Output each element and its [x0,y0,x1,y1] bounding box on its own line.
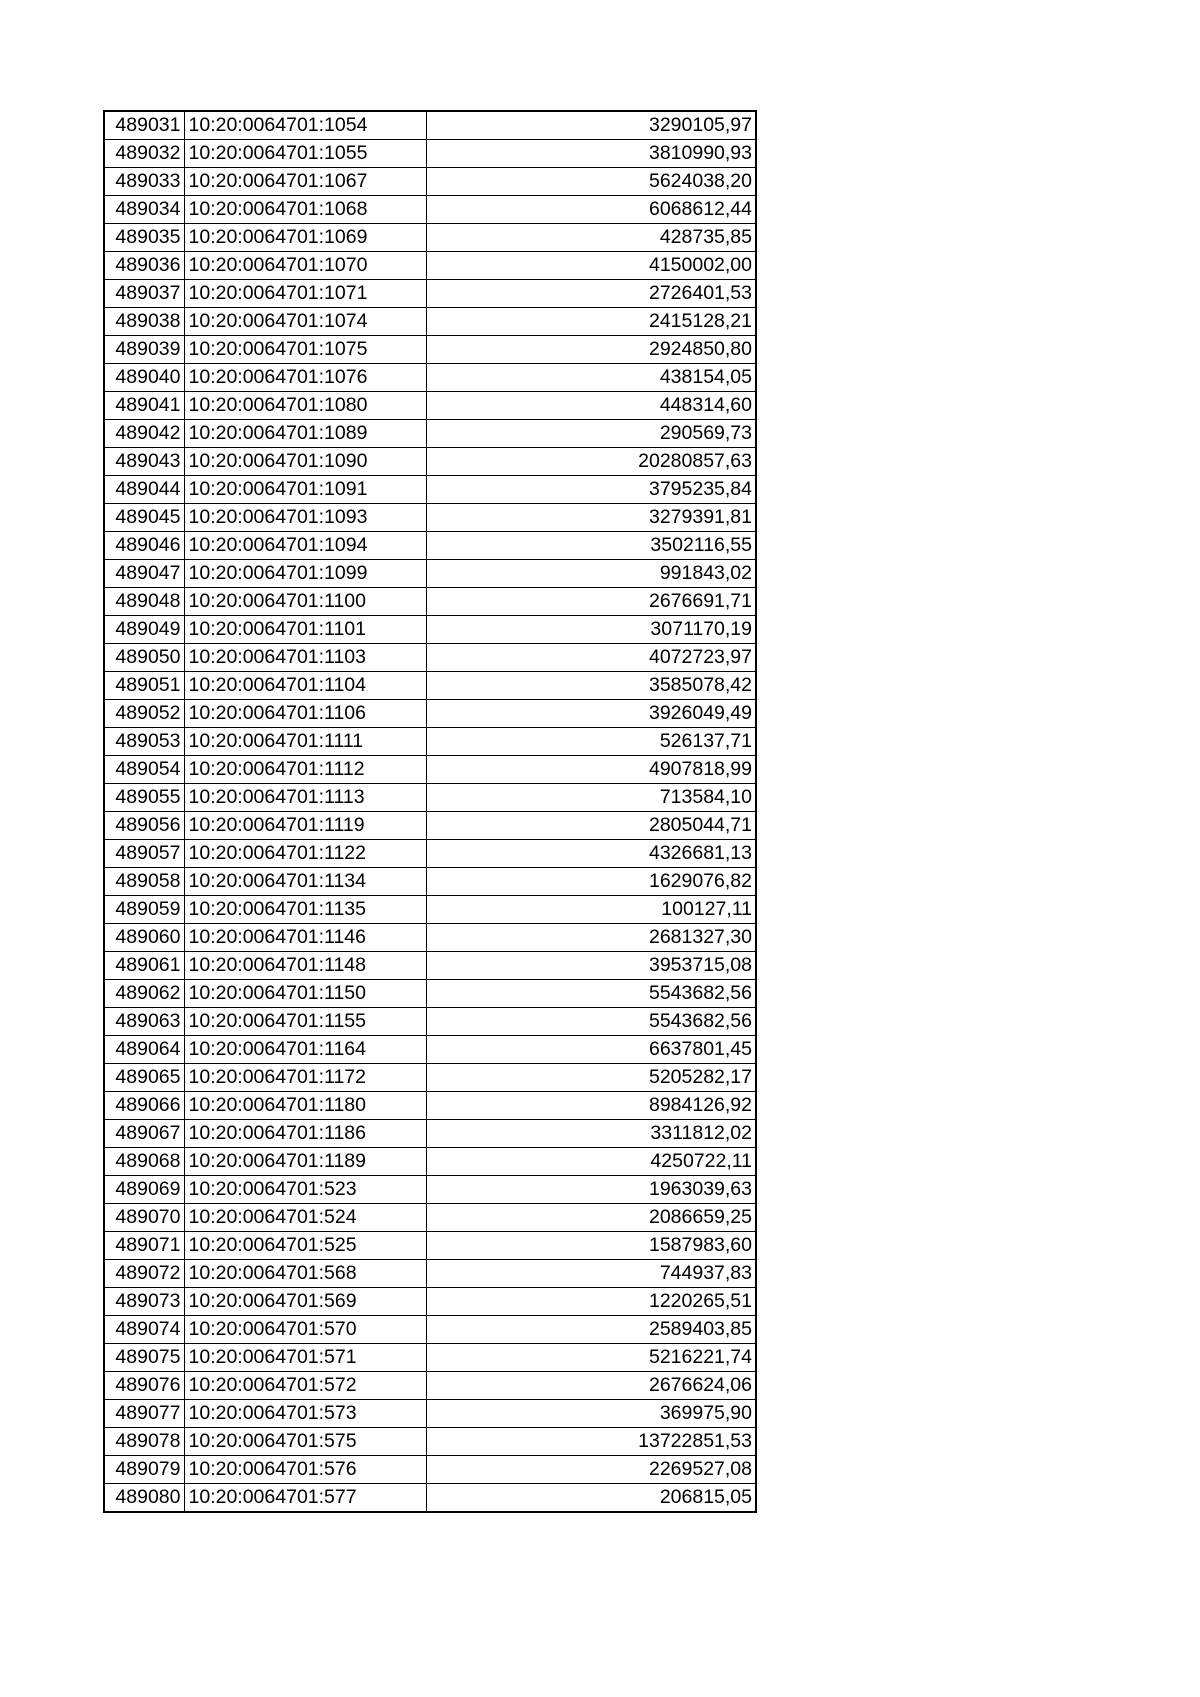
table-row [104,784,756,812]
row-number-cell: 489044 [104,476,184,504]
table-row [104,672,756,700]
table-row [104,560,756,588]
table-row [104,1288,756,1316]
cadastral-value-cell: 2676691,71 [426,588,756,616]
table-row [104,1400,756,1428]
table-row [104,1092,756,1120]
cadastral-number-cell: 10:20:0064701:573 [184,1400,426,1428]
cadastral-value-cell: 3311812,02 [426,1120,756,1148]
row-number-cell: 489069 [104,1176,184,1204]
cadastral-number-cell: 10:20:0064701:523 [184,1176,426,1204]
table-row [104,140,756,168]
cadastral-number-cell: 10:20:0064701:1100 [184,588,426,616]
row-number-cell: 489043 [104,448,184,476]
cadastral-value-cell: 5205282,17 [426,1064,756,1092]
cadastral-number-cell: 10:20:0064701:1068 [184,196,426,224]
row-number-cell: 489062 [104,980,184,1008]
cadastral-number-cell: 10:20:0064701:1099 [184,560,426,588]
cadastral-value-cell: 3502116,55 [426,532,756,560]
row-number-cell: 489079 [104,1456,184,1484]
cadastral-value-cell: 13722851,53 [426,1428,756,1456]
table-row [104,168,756,196]
cadastral-value-cell: 5543682,56 [426,980,756,1008]
row-number-cell: 489052 [104,700,184,728]
cadastral-value-cell: 4326681,13 [426,840,756,868]
cadastral-value-cell: 526137,71 [426,728,756,756]
cadastral-number-cell: 10:20:0064701:1091 [184,476,426,504]
row-number-cell: 489054 [104,756,184,784]
cadastral-number-cell: 10:20:0064701:1054 [184,111,426,140]
table-row [104,280,756,308]
row-number-cell: 489063 [104,1008,184,1036]
row-number-cell: 489074 [104,1316,184,1344]
row-number-cell: 489068 [104,1148,184,1176]
table-row [104,1176,756,1204]
cadastral-value-cell: 100127,11 [426,896,756,924]
cadastral-value-cell: 2676624,06 [426,1372,756,1400]
row-number-cell: 489036 [104,252,184,280]
cadastral-value-cell: 1220265,51 [426,1288,756,1316]
row-number-cell: 489041 [104,392,184,420]
cadastral-value-cell: 4250722,11 [426,1148,756,1176]
cadastral-value-cell: 2415128,21 [426,308,756,336]
cadastral-value-cell: 1963039,63 [426,1176,756,1204]
cadastral-number-cell: 10:20:0064701:524 [184,1204,426,1232]
table-row [104,588,756,616]
cadastral-number-cell: 10:20:0064701:1186 [184,1120,426,1148]
cadastral-value-cell: 4907818,99 [426,756,756,784]
table-row [104,364,756,392]
table-row [104,1120,756,1148]
row-number-cell: 489031 [104,111,184,140]
cadastral-number-cell: 10:20:0064701:1093 [184,504,426,532]
table-row [104,728,756,756]
table-row [104,308,756,336]
cadastral-number-cell: 10:20:0064701:1113 [184,784,426,812]
row-number-cell: 489078 [104,1428,184,1456]
cadastral-number-cell: 10:20:0064701:1146 [184,924,426,952]
cadastral-number-cell: 10:20:0064701:568 [184,1260,426,1288]
row-number-cell: 489033 [104,168,184,196]
row-number-cell: 489046 [104,532,184,560]
table-row [104,1036,756,1064]
table-row [104,896,756,924]
table-row [104,1232,756,1260]
row-number-cell: 489055 [104,784,184,812]
table-row [104,1204,756,1232]
cadastral-number-cell: 10:20:0064701:1101 [184,616,426,644]
cadastral-number-cell: 10:20:0064701:1164 [184,1036,426,1064]
row-number-cell: 489032 [104,140,184,168]
cadastral-number-cell: 10:20:0064701:575 [184,1428,426,1456]
table-row [104,1008,756,1036]
cadastral-number-cell: 10:20:0064701:1106 [184,700,426,728]
cadastral-number-cell: 10:20:0064701:1103 [184,644,426,672]
cadastral-number-cell: 10:20:0064701:1070 [184,252,426,280]
cadastral-value-cell: 991843,02 [426,560,756,588]
row-number-cell: 489053 [104,728,184,756]
table-row [104,196,756,224]
cadastral-value-cell: 5216221,74 [426,1344,756,1372]
cadastral-value-cell: 3290105,97 [426,111,756,140]
table-row [104,392,756,420]
table-row [104,1316,756,1344]
cadastral-number-cell: 10:20:0064701:1135 [184,896,426,924]
table-row [104,868,756,896]
cadastral-value-cell: 5543682,56 [426,1008,756,1036]
row-number-cell: 489040 [104,364,184,392]
row-number-cell: 489042 [104,420,184,448]
table-row [104,1148,756,1176]
table-row [104,420,756,448]
cadastral-number-cell: 10:20:0064701:572 [184,1372,426,1400]
table-row [104,644,756,672]
row-number-cell: 489072 [104,1260,184,1288]
row-number-cell: 489038 [104,308,184,336]
cadastral-value-cell: 2681327,30 [426,924,756,952]
cadastral-value-cell: 5624038,20 [426,168,756,196]
cadastral-number-cell: 10:20:0064701:1075 [184,336,426,364]
table-row [104,952,756,980]
table-row [104,1456,756,1484]
cadastral-number-cell: 10:20:0064701:1071 [184,280,426,308]
cadastral-value-cell: 206815,05 [426,1484,756,1513]
row-number-cell: 489047 [104,560,184,588]
row-number-cell: 489077 [104,1400,184,1428]
cadastral-number-cell: 10:20:0064701:525 [184,1232,426,1260]
cadastral-value-cell: 4072723,97 [426,644,756,672]
cadastral-number-cell: 10:20:0064701:1080 [184,392,426,420]
row-number-cell: 489061 [104,952,184,980]
cadastral-number-cell: 10:20:0064701:1076 [184,364,426,392]
table-row [104,252,756,280]
row-number-cell: 489065 [104,1064,184,1092]
cadastral-value-cell: 3071170,19 [426,616,756,644]
table-row [104,812,756,840]
cadastral-number-cell: 10:20:0064701:1069 [184,224,426,252]
row-number-cell: 489051 [104,672,184,700]
row-number-cell: 489064 [104,1036,184,1064]
table-row [104,532,756,560]
cadastral-value-cell: 438154,05 [426,364,756,392]
cadastral-value-cell: 3795235,84 [426,476,756,504]
row-number-cell: 489035 [104,224,184,252]
cadastral-number-cell: 10:20:0064701:577 [184,1484,426,1513]
row-number-cell: 489060 [104,924,184,952]
cadastral-value-cell: 713584,10 [426,784,756,812]
table-row [104,476,756,504]
row-number-cell: 489076 [104,1372,184,1400]
cadastral-number-cell: 10:20:0064701:571 [184,1344,426,1372]
table-row [104,616,756,644]
table-row [104,1372,756,1400]
row-number-cell: 489037 [104,280,184,308]
cadastral-number-cell: 10:20:0064701:1172 [184,1064,426,1092]
table-row [104,504,756,532]
row-number-cell: 489057 [104,840,184,868]
cadastral-number-cell: 10:20:0064701:1189 [184,1148,426,1176]
table-row [104,1344,756,1372]
table-row [104,111,756,140]
cadastral-value-cell: 4150002,00 [426,252,756,280]
cadastral-value-table [103,110,757,1513]
cadastral-number-cell: 10:20:0064701:1074 [184,308,426,336]
row-number-cell: 489070 [104,1204,184,1232]
table-row [104,756,756,784]
table-row [104,700,756,728]
cadastral-value-cell: 2924850,80 [426,336,756,364]
cadastral-value-cell: 2726401,53 [426,280,756,308]
cadastral-value-cell: 369975,90 [426,1400,756,1428]
table-row [104,448,756,476]
row-number-cell: 489067 [104,1120,184,1148]
cadastral-value-cell: 2086659,25 [426,1204,756,1232]
cadastral-value-cell: 744937,83 [426,1260,756,1288]
row-number-cell: 489039 [104,336,184,364]
cadastral-value-cell: 1587983,60 [426,1232,756,1260]
cadastral-number-cell: 10:20:0064701:576 [184,1456,426,1484]
cadastral-number-cell: 10:20:0064701:1111 [184,728,426,756]
cadastral-value-cell: 8984126,92 [426,1092,756,1120]
cadastral-number-cell: 10:20:0064701:569 [184,1288,426,1316]
cadastral-number-cell: 10:20:0064701:1148 [184,952,426,980]
cadastral-value-cell: 2269527,08 [426,1456,756,1484]
cadastral-value-cell: 2805044,71 [426,812,756,840]
cadastral-value-cell: 290569,73 [426,420,756,448]
cadastral-value-cell: 3953715,08 [426,952,756,980]
row-number-cell: 489066 [104,1092,184,1120]
row-number-cell: 489073 [104,1288,184,1316]
cadastral-number-cell: 10:20:0064701:1180 [184,1092,426,1120]
table-row [104,840,756,868]
cadastral-value-cell: 20280857,63 [426,448,756,476]
table-row [104,1428,756,1456]
row-number-cell: 489050 [104,644,184,672]
row-number-cell: 489071 [104,1232,184,1260]
cadastral-number-cell: 10:20:0064701:1094 [184,532,426,560]
cadastral-number-cell: 10:20:0064701:1119 [184,812,426,840]
cadastral-value-cell: 6068612,44 [426,196,756,224]
cadastral-number-cell: 10:20:0064701:1104 [184,672,426,700]
table-row [104,1260,756,1288]
cadastral-number-cell: 10:20:0064701:1122 [184,840,426,868]
cadastral-value-cell: 1629076,82 [426,868,756,896]
cadastral-number-cell: 10:20:0064701:1067 [184,168,426,196]
row-number-cell: 489058 [104,868,184,896]
cadastral-value-cell: 3585078,42 [426,672,756,700]
cadastral-number-cell: 10:20:0064701:1155 [184,1008,426,1036]
table-row [104,924,756,952]
row-number-cell: 489059 [104,896,184,924]
cadastral-number-cell: 10:20:0064701:1089 [184,420,426,448]
table-row [104,980,756,1008]
table-body [104,111,756,1512]
cadastral-value-cell: 3279391,81 [426,504,756,532]
cadastral-value-cell: 6637801,45 [426,1036,756,1064]
table-row [104,1064,756,1092]
cadastral-value-cell: 3810990,93 [426,140,756,168]
row-number-cell: 489048 [104,588,184,616]
row-number-cell: 489045 [104,504,184,532]
cadastral-number-cell: 10:20:0064701:570 [184,1316,426,1344]
row-number-cell: 489034 [104,196,184,224]
cadastral-number-cell: 10:20:0064701:1112 [184,756,426,784]
table-row [104,336,756,364]
cadastral-number-cell: 10:20:0064701:1055 [184,140,426,168]
cadastral-number-cell: 10:20:0064701:1150 [184,980,426,1008]
row-number-cell: 489056 [104,812,184,840]
cadastral-value-cell: 428735,85 [426,224,756,252]
cadastral-value-cell: 448314,60 [426,392,756,420]
cadastral-value-cell: 3926049,49 [426,700,756,728]
cadastral-value-cell: 2589403,85 [426,1316,756,1344]
row-number-cell: 489049 [104,616,184,644]
table-row [104,1484,756,1513]
cadastral-number-cell: 10:20:0064701:1134 [184,868,426,896]
row-number-cell: 489080 [104,1484,184,1513]
row-number-cell: 489075 [104,1344,184,1372]
cadastral-number-cell: 10:20:0064701:1090 [184,448,426,476]
table-row [104,224,756,252]
